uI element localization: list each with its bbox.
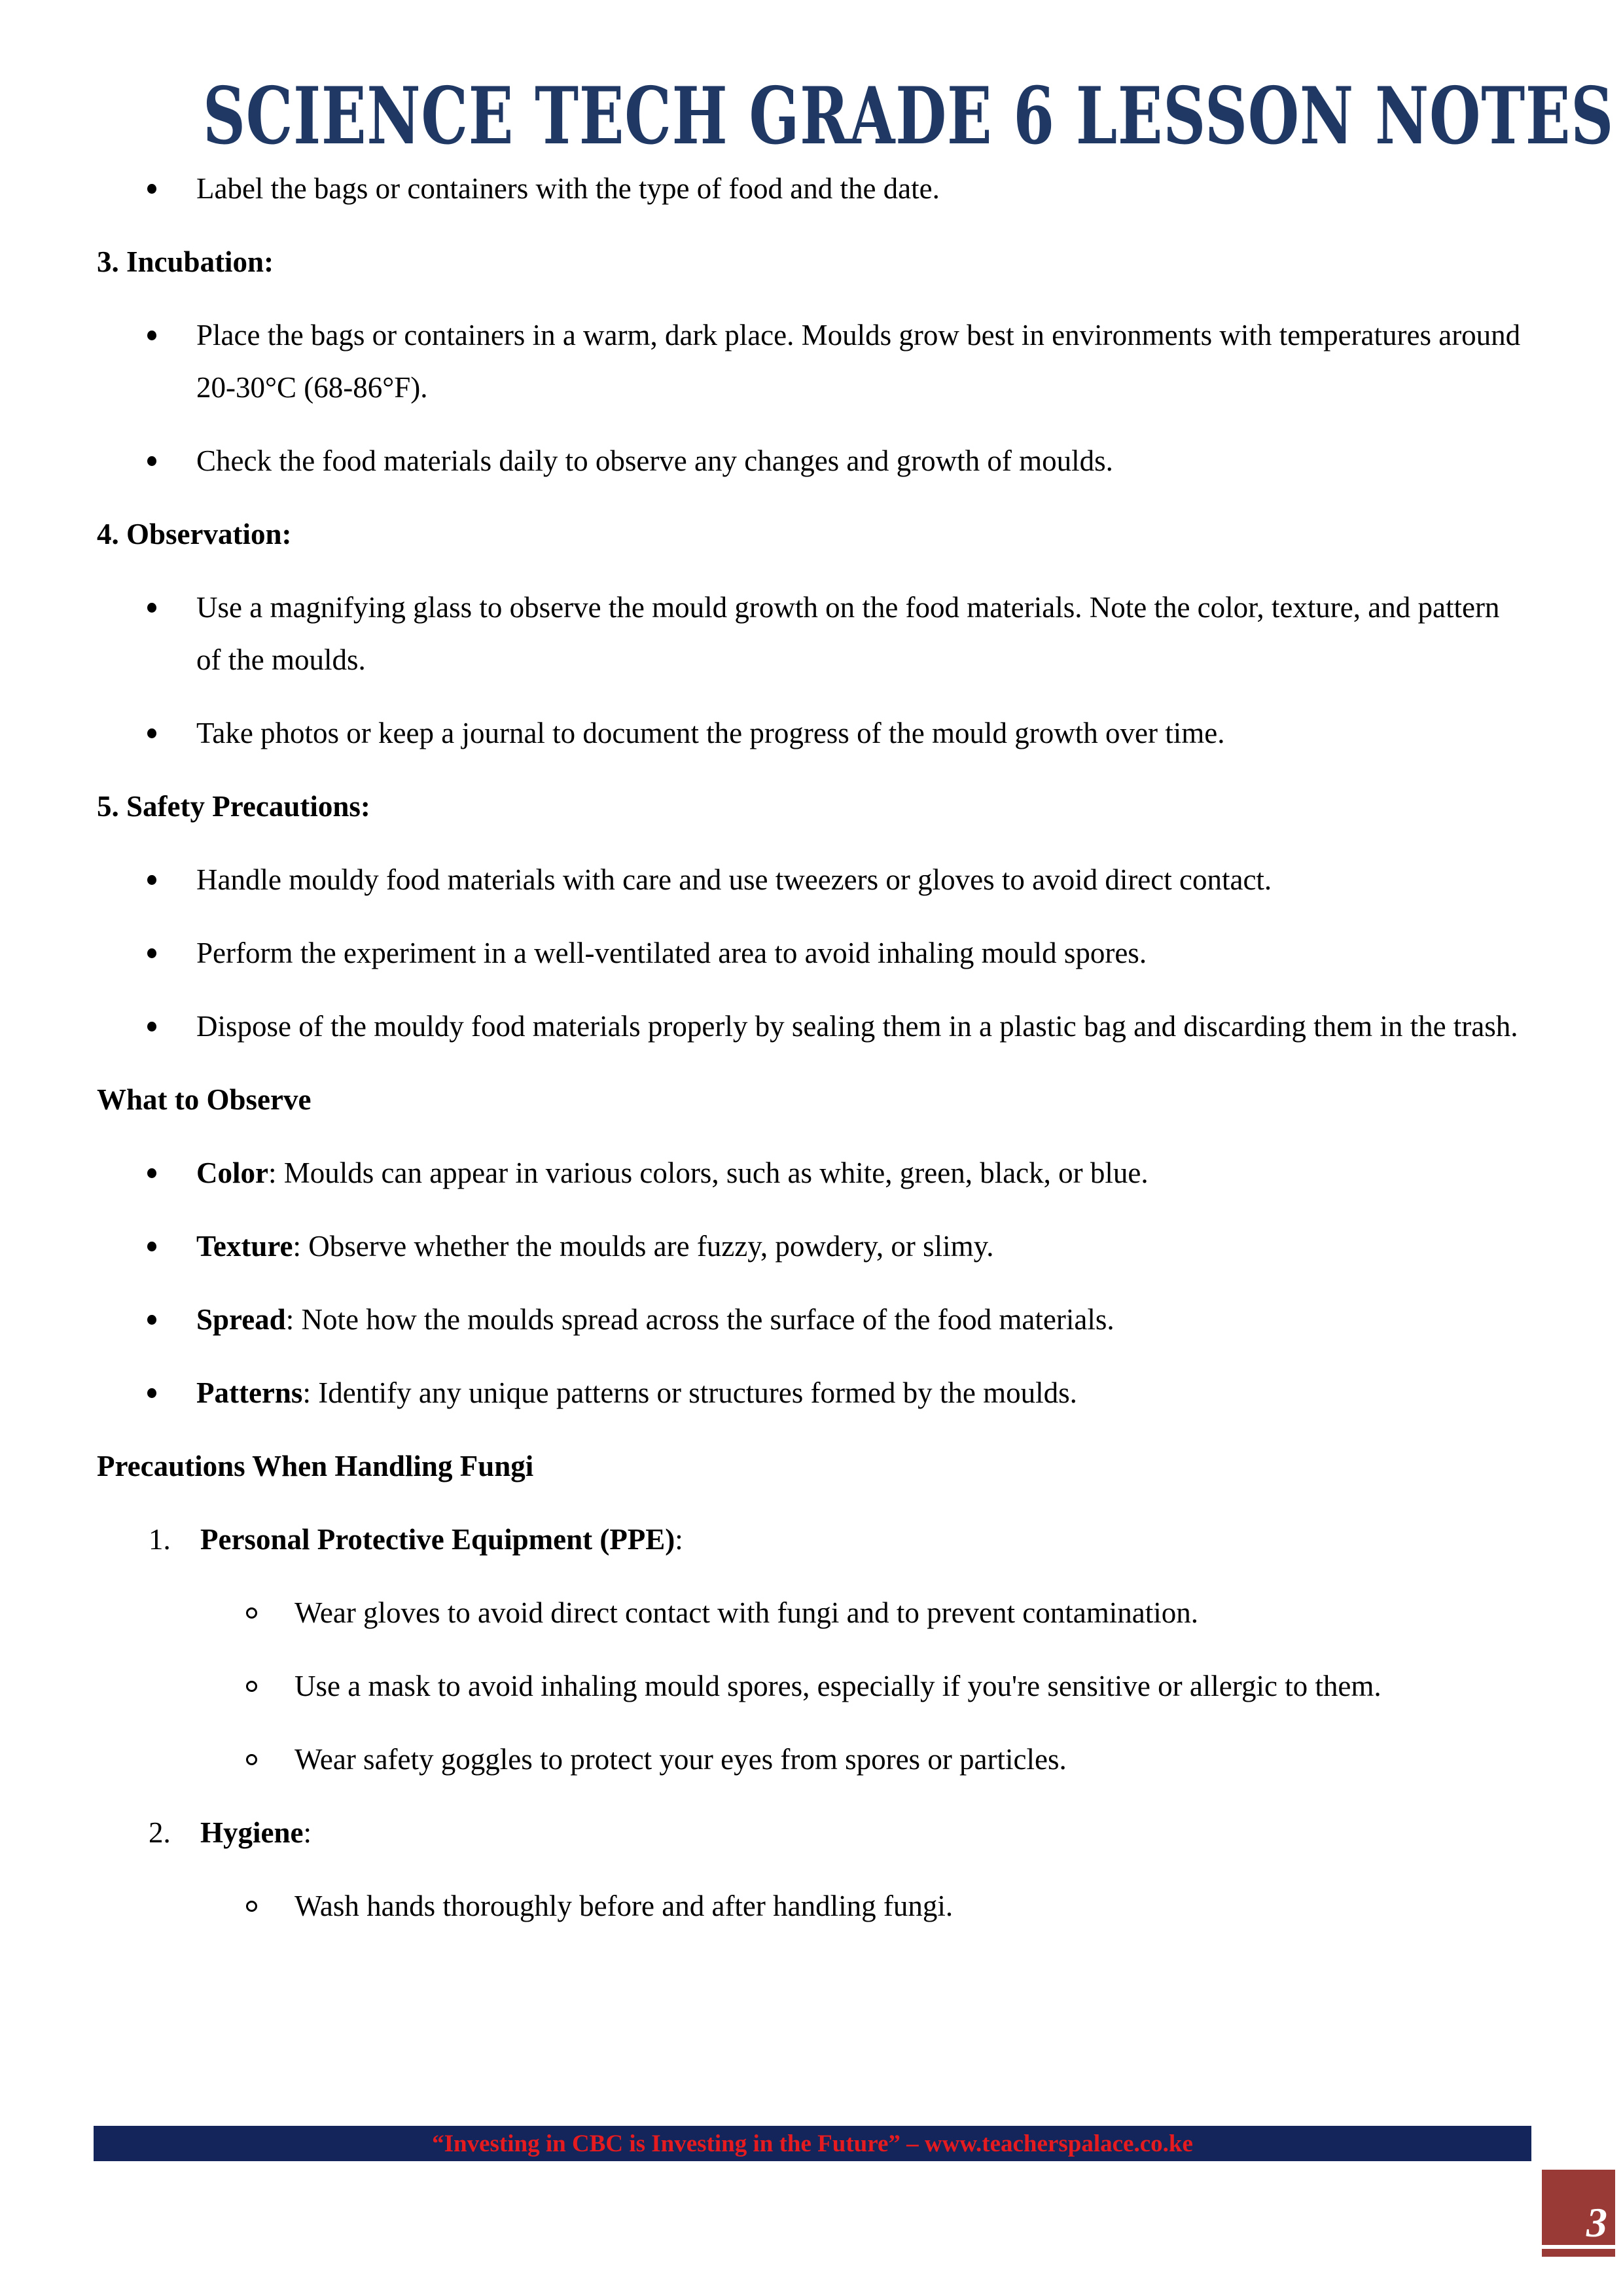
bullet-label: Spread: [196, 1303, 286, 1336]
bullet-item: [196, 581, 1531, 686]
bullet-text: Label the bags or containers with the type of food and the date.: [196, 172, 940, 205]
bullet-item: [196, 309, 1531, 414]
bullet-item: [196, 1293, 1531, 1346]
sub-bullet-text: Wear safety goggles to protect your eyes from spores or particles.: [294, 1743, 1067, 1776]
footer-text: “Investing in CBC is Investing in the Future” – www.teacherspalace.co.ke: [432, 2130, 1193, 2157]
numbered-suffix: :: [675, 1523, 683, 1556]
bullet-dot-icon: [147, 728, 156, 738]
bullet-item: [196, 927, 1531, 979]
bullet-text: Use a magnifying glass to observe the mould growth on the food materials. Note the color, texture, and pattern of the moulds.: [196, 591, 1500, 676]
sub-bullet-text: Wash hands thoroughly before and after handling fungi.: [294, 1890, 954, 1922]
bullet-label: Color: [196, 1157, 268, 1189]
bullet-text: : Identify any unique patterns or structures formed by the moulds.: [302, 1376, 1077, 1409]
numbered-label: Hygiene: [200, 1816, 304, 1849]
sub-bullet-text: Use a mask to avoid inhaling mould spores, especially if you're sensitive or allergic to them.: [294, 1670, 1382, 1702]
bullet-item: [196, 1000, 1531, 1052]
sub-bullet-item: [294, 1587, 1531, 1639]
bullet-dot-icon: [147, 603, 156, 613]
footer-banner: [94, 2126, 1531, 2161]
bullet-text: : Moulds can appear in various colors, such as white, green, black, or blue.: [268, 1157, 1149, 1189]
list-number: 2.: [149, 1816, 171, 1849]
bullet-dot-icon: [147, 1388, 156, 1398]
numbered-item: [149, 1513, 1531, 1566]
bullet-text: Take photos or keep a journal to document the progress of the mould growth over time.: [196, 717, 1225, 749]
bullet-dot-icon: [147, 948, 156, 958]
bullet-dot-icon: [147, 1168, 156, 1178]
bullet-item: [196, 162, 1531, 215]
bullet-item: [196, 1147, 1531, 1199]
bullet-label: Patterns: [196, 1376, 303, 1409]
numbered-item: [149, 1806, 1531, 1859]
bullet-dot-icon: [147, 184, 156, 194]
bullet-item: [196, 853, 1531, 906]
bullet-item: [196, 435, 1531, 487]
circle-bullet-icon: [246, 1901, 257, 1912]
section-heading: 3. Incubation:: [97, 245, 274, 278]
sub-bullet-item: [294, 1660, 1531, 1712]
bullet-dot-icon: [147, 1022, 156, 1031]
section-heading: 5. Safety Precautions:: [97, 790, 370, 823]
page-title: SCIENCE TECH GRADE 6 LESSON NOTES: [203, 70, 1614, 162]
bullet-dot-icon: [147, 1315, 156, 1325]
circle-bullet-icon: [246, 1607, 257, 1619]
bullet-text: : Note how the moulds spread across the surface of the food materials.: [285, 1303, 1115, 1336]
numbered-suffix: :: [303, 1816, 312, 1849]
bullet-dot-icon: [147, 456, 156, 466]
page-number-box: [1542, 2170, 1615, 2245]
bullet-item: [196, 1220, 1531, 1272]
bullet-item: [196, 1367, 1531, 1419]
sub-bullet-item: [294, 1880, 1531, 1932]
page-number: 3: [1586, 2199, 1607, 2246]
document-body: [97, 162, 1531, 1953]
circle-bullet-icon: [246, 1681, 257, 1692]
bullet-dot-icon: [147, 331, 156, 340]
bullet-text: Handle mouldy food materials with care and use tweezers or gloves to avoid direct contact.: [196, 863, 1272, 896]
bullet-label: Texture: [196, 1230, 293, 1263]
bullet-item: [196, 707, 1531, 759]
sub-bullet-text: Wear gloves to avoid direct contact with fungi and to prevent contamination.: [294, 1596, 1198, 1629]
section-heading: 4. Observation:: [97, 518, 292, 550]
bullet-text: Place the bags or containers in a warm, dark place. Moulds grow best in environments with temperatures around 20-30°C (68-86°F).: [196, 319, 1521, 404]
page-number-strip: [1542, 2249, 1615, 2257]
sub-bullet-item: [294, 1733, 1531, 1785]
section-heading: What to Observe: [97, 1083, 312, 1116]
bullet-dot-icon: [147, 1242, 156, 1251]
bullet-text: Perform the experiment in a well-ventilated area to avoid inhaling mould spores.: [196, 937, 1147, 969]
bullet-text: Check the food materials daily to observe any changes and growth of moulds.: [196, 444, 1113, 477]
list-number: 1.: [149, 1523, 171, 1556]
numbered-label: Personal Protective Equipment (PPE): [200, 1523, 675, 1556]
bullet-dot-icon: [147, 875, 156, 885]
bullet-text: Dispose of the mouldy food materials properly by sealing them in a plastic bag and discarding them in the trash.: [196, 1010, 1518, 1043]
bullet-text: : Observe whether the moulds are fuzzy, powdery, or slimy.: [293, 1230, 994, 1263]
section-heading: Precautions When Handling Fungi: [97, 1450, 534, 1482]
circle-bullet-icon: [246, 1754, 257, 1765]
